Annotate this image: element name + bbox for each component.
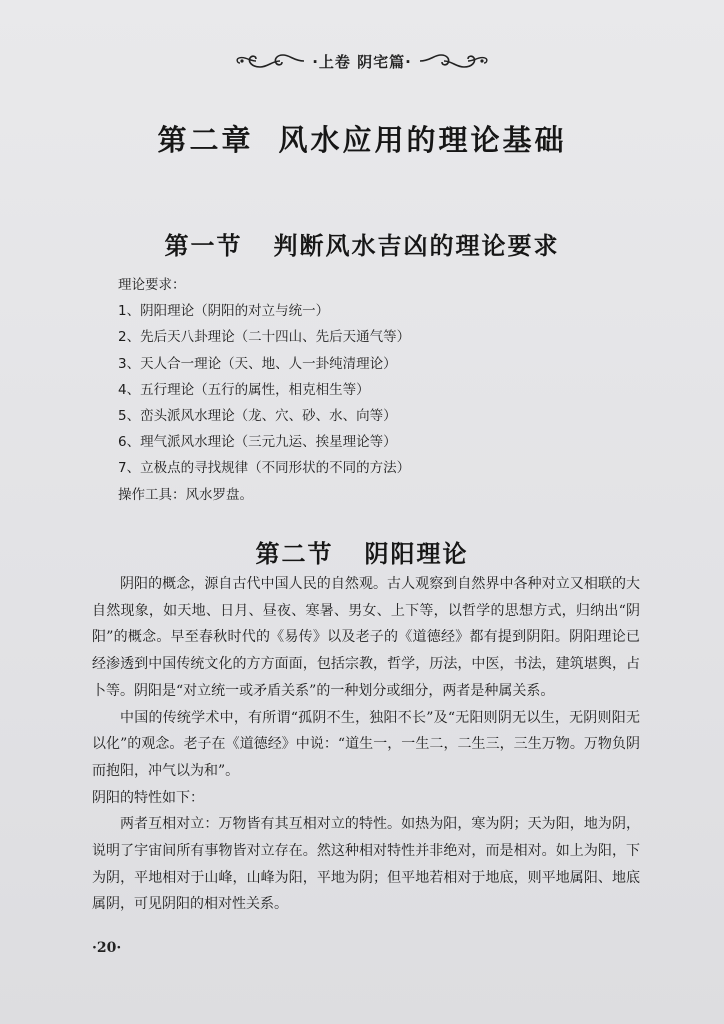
body-paragraph: 阴阳的特性如下： bbox=[92, 789, 204, 806]
requirement-item: 7、立极点的寻找规律（不同形状的不同的方法） bbox=[118, 460, 411, 477]
requirement-item: 4、五行理论（五行的属性，相克相生等） bbox=[118, 381, 370, 398]
requirement-item: 3、天人合一理论（天、地、人一卦纯清理论） bbox=[118, 355, 397, 372]
body-paragraph: 中国的传统学术中，有所谓“孤阴不生，独阳不长”及“无阳则阴无以生，无阴则阳无以化”的观念。老子在《道德经》中说：“道生一，一生二，二生三，三生万物。万物负阴而抱阳，冲气以为和”。 bbox=[92, 709, 640, 779]
chapter-title: 第二章 风水应用的理论基础 bbox=[157, 123, 567, 157]
requirement-item: 2、先后天八卦理论（二十四山、先后天通气等） bbox=[118, 329, 411, 346]
header-text: ·上卷 阴宅篇· bbox=[312, 52, 412, 71]
section-2-title: 第二节 阴阳理论 bbox=[255, 540, 469, 568]
body-paragraph: 两者互相对立：万物皆有其互相对立的特性。如热为阳，寒为阴；天为阳，地为阴，说明了宇宙间所有事物皆对立存在。然这种相对特性并非绝对，而是相对。如上为阳，下为阴，平地相对于山峰，山峰为阳，平地为阴；但平地若相对于地底，则平地属阳、地底属阴，可见阴阳的相对性关系。 bbox=[92, 816, 640, 913]
left-scroll-ornament-icon bbox=[236, 50, 306, 72]
section-2-body bbox=[92, 571, 640, 918]
requirements-list bbox=[118, 272, 410, 508]
requirement-item: 5、峦头派风水理论（龙、穴、砂、水、向等） bbox=[118, 408, 397, 425]
section-1-title: 第一节 判断风水吉凶的理论要求 bbox=[164, 232, 560, 260]
operation-tool-line: 操作工具：风水罗盘。 bbox=[118, 486, 253, 503]
requirement-item: 1、阴阳理论（阴阳的对立与统一） bbox=[118, 303, 330, 320]
running-header bbox=[0, 50, 724, 72]
right-scroll-ornament-icon bbox=[418, 50, 488, 72]
requirement-item: 6、理气派风水理论（三元九运、挨星理论等） bbox=[118, 434, 397, 451]
requirements-intro: 理论要求： bbox=[118, 277, 186, 293]
body-paragraph: 阴阳的概念，源自古代中国人民的自然观。古人观察到自然界中各种对立又相联的大自然现象，如天地、日月、昼夜、寒暑、男女、上下等，以哲学的思想方式，归纳出“阴阳”的概念。早至春秋时代的《易传》以及老子的《道德经》都有提到阴阳。阴阳理论已经渗透到中国传统文化的方方面面，包括宗教，哲学，历法，中医，书法，建筑堪舆，占卜等。阴阳是“对立统一或矛盾关系”的一种划分或细分，两者是种属关系。 bbox=[92, 576, 640, 699]
page-number: ·20· bbox=[92, 940, 122, 956]
